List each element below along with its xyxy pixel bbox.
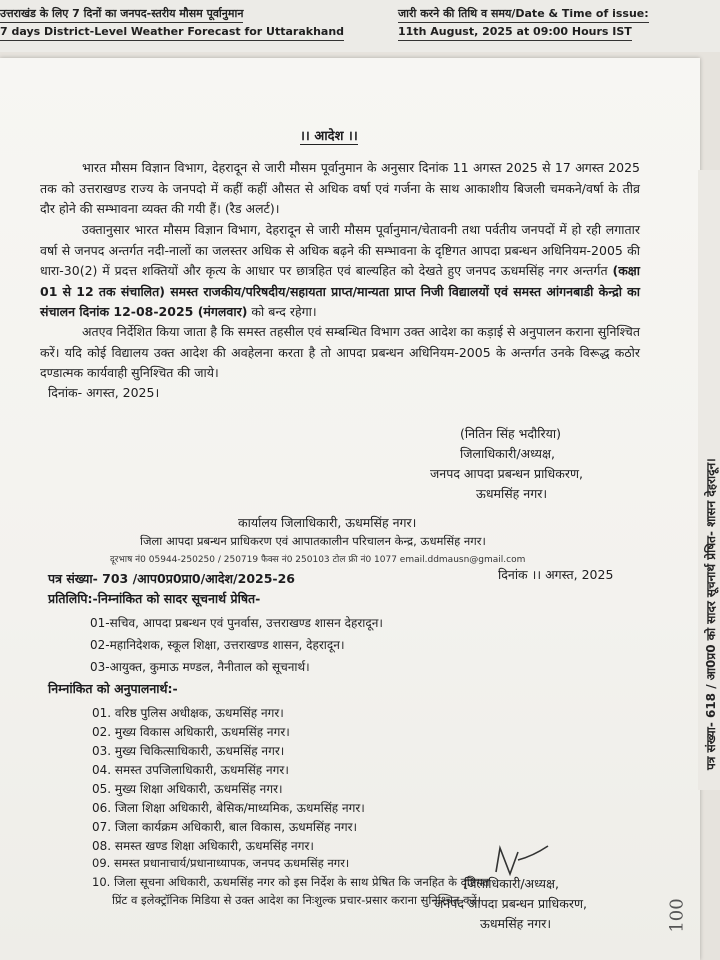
compliance-item: 03. मुख्य चिकित्साधिकारी, ऊधमसिंह नगर। [92, 744, 285, 758]
order-paragraph-2-highlight: (कक्षा 01 से 12 तक संचालित) समस्त राजकीय/परिषदीय/सहायता प्राप्त/मान्यता प्राप्त निजी विद्यालयों एवं समस्त आंगनबाडी केन्द्रो का संचालन दिनांक 12-08-2025 (मंगलवार) [40, 263, 640, 319]
margin-handwriting: 100 [666, 898, 688, 933]
copy-to-item: 01-सचिव, आपदा प्रबन्धन एवं पुनर्वास, उत्तराखण्ड शासन देहरादून। [90, 616, 383, 630]
compliance-item: 06. जिला शिक्षा अधिकारी, बेसिक/माध्यमिक, ऊधमसिंह नगर। [92, 801, 365, 815]
signatory-authority: जनपद आपदा प्रबन्धन प्राधिकरण, [430, 466, 583, 481]
compliance-item-continuation: प्रिंट व इलेक्ट्रॉनिक मिडिया से उक्त आदेश का निःशुल्क प्रचार-प्रसार कराना सुनिश्चित करें। [112, 893, 482, 907]
signatory-designation: जिलाधिकारी/अध्यक्ष, [460, 446, 555, 461]
compliance-item: 09. समस्त प्रधानाचार्य/प्रधानाध्यापक, जनपद ऊधमसिंह नगर। [92, 856, 350, 870]
copy-to-item: 03-आयुक्त, कुमाऊ मण्डल, नैनीताल को सूचनार्थ। [90, 660, 310, 674]
order-paragraph-1: भारत मौसम विज्ञान विभाग, देहरादून से जारी मौसम पूर्वानुमान के अनुसार दिनांक 11 अगस्त 2025 से 17 अगस्त 2025 तक को उत्तराखण्ड राज्य के जनपदो में कहीं कहीं औसत से अधिक वर्षा एवं गर्जना के साथ आकाशीय बिजली चमकने/वर्षा के तीव्र दौर होने की सम्भावना व्यक्त की गयी हैं। (रैड अलर्ट)। [40, 160, 640, 216]
order-paragraph-2: उक्तानुसार भारत मौसम विज्ञान विभाग, देहरादून से जारी मौसम पूर्वानुमान/चेतावनी तथा पर्वतीय जनपदों में हो रही लगातार वर्षा से जनपद अन्तर्गत नदी-नालों का जलस्तर अधिक से अधिक बढ़ने की सम्भावना के दृष्टिगत आपदा प्रबन्धन अधिनियम-2005 की धारा-30(2) में प्रदत्त शक्तियों और कृत्य के आधार पर छात्रहित एवं बाल्यहित को देखते हुए जनपद ऊधमसिंह नगर अन्तर्गत (कक्षा 01 से 12 तक संचालित) समस्त राजकीय/परिषदीय/सहायता प्राप्त/मान्यता प्राप्त निजी विद्यालयों एवं समस्त आंगनबाडी केन्द्रो का संचालन दिनांक 12-08-2025 (मंगलवार) को बन्द रहेगा। [40, 222, 640, 319]
order-date-line: दिनांक- अगस्त, 2025। [48, 385, 160, 400]
issue-date-label: जारी करने की तिथि व समय/Date & Time of issue: [398, 6, 649, 23]
copy-to-item: 02-महानिदेशक, स्कूल शिक्षा, उत्तराखण्ड शासन, देहरादून। [90, 638, 345, 652]
compliance-item: 04. समस्त उपजिलाधिकारी, ऊधमसिंह नगर। [92, 763, 289, 777]
compliance-item: 01. वरिष्ठ पुलिस अधीक्षक, ऊधमसिंह नगर। [92, 706, 284, 720]
compliance-item: 07. जिला कार्यक्रम अधिकारी, बाल विकास, ऊधमसिंह नगर। [92, 820, 358, 834]
forecast-title-hindi: उत्तराखंड के लिए 7 दिनों का जनपद-स्तरीय मौसम पूर्वानुमान [0, 6, 243, 23]
letter-date: दिनांक ।। अगस्त, 2025 [498, 567, 614, 582]
office-heading: कार्यालय जिलाधिकारी, ऊधमसिंह नगर। [238, 515, 417, 530]
signatory-name: (नितिन सिंह भदौरिया) [460, 426, 562, 441]
letter-number: पत्र संख्या- 703 /आप0प्र0प्रा0/आदेश/2025-26 [48, 571, 295, 586]
signatory2-designation: जिलाधिकारी/अध्यक्ष, [464, 876, 559, 891]
office-subheading: जिला आपदा प्रबन्धन प्राधिकरण एवं आपातकालीन परिचालन केन्द्र, ऊधमसिंह नगर। [140, 534, 486, 548]
signatory-place: ऊधमसिंह नगर। [476, 486, 548, 501]
signatory2-authority: जनपद आपदा प्रबन्धन प्राधिकरण, [434, 896, 587, 911]
signatory2-place: ऊधमसिंह नगर। [480, 916, 552, 931]
office-contact: दूरभाष नं0 05944-250250 / 250719 फैक्स नं0 250103 टोल फ्री नं0 1077 email.ddmausn@gmail.com [110, 555, 526, 565]
order-title: ।। आदेश ।। [300, 129, 358, 144]
side-note: पत्र संख्या- 618 / आ0प्र0 को सादर सूचनार्थ प्रेषित- शासन देहरादून। [704, 458, 718, 770]
compliance-item: 10. जिला सूचना अधिकारी, ऊधमसिंह नगर को इस निर्देश के साथ प्रेषित कि जनहित के दृष्टिगत [92, 875, 490, 889]
compliance-item: 05. मुख्य शिक्षा अधिकारी, ऊधमसिंह नगर। [92, 782, 283, 796]
side-document-strip [698, 170, 720, 790]
issue-date-value: 11th August, 2025 at 09:00 Hours IST [398, 24, 632, 41]
compliance-item: 02. मुख्य विकास अधिकारी, ऊधमसिंह नगर। [92, 725, 290, 739]
forecast-title-english: 7 days District-Level Weather Forecast for Uttarakhand [0, 24, 344, 41]
copy-to-heading: प्रतिलिपि:-निम्नांकित को सादर सूचनार्थ प्रेषित- [48, 591, 261, 606]
compliance-item: 08. समस्त खण्ड शिक्षा अधिकारी, ऊधमसिंह नगर। [92, 839, 314, 853]
order-paragraph-3: अतएव निर्देशित किया जाता है कि समस्त तहसील एवं सम्बन्धित विभाग उक्त आदेश का कड़ाई से अनुपालन कराना सुनिश्चित करें। यदि कोई विद्यालय उक्त आदेश की अवहेलना करता है तो आपदा प्रबन्धन अधिनियम-2005 के अन्तर्गत उनके विरूद्ध कठोर दण्डात्मक कार्यवाही सुनिश्चित की जाये। [40, 324, 640, 380]
compliance-heading: निम्नांकित को अनुपालनार्थ:- [48, 681, 178, 696]
